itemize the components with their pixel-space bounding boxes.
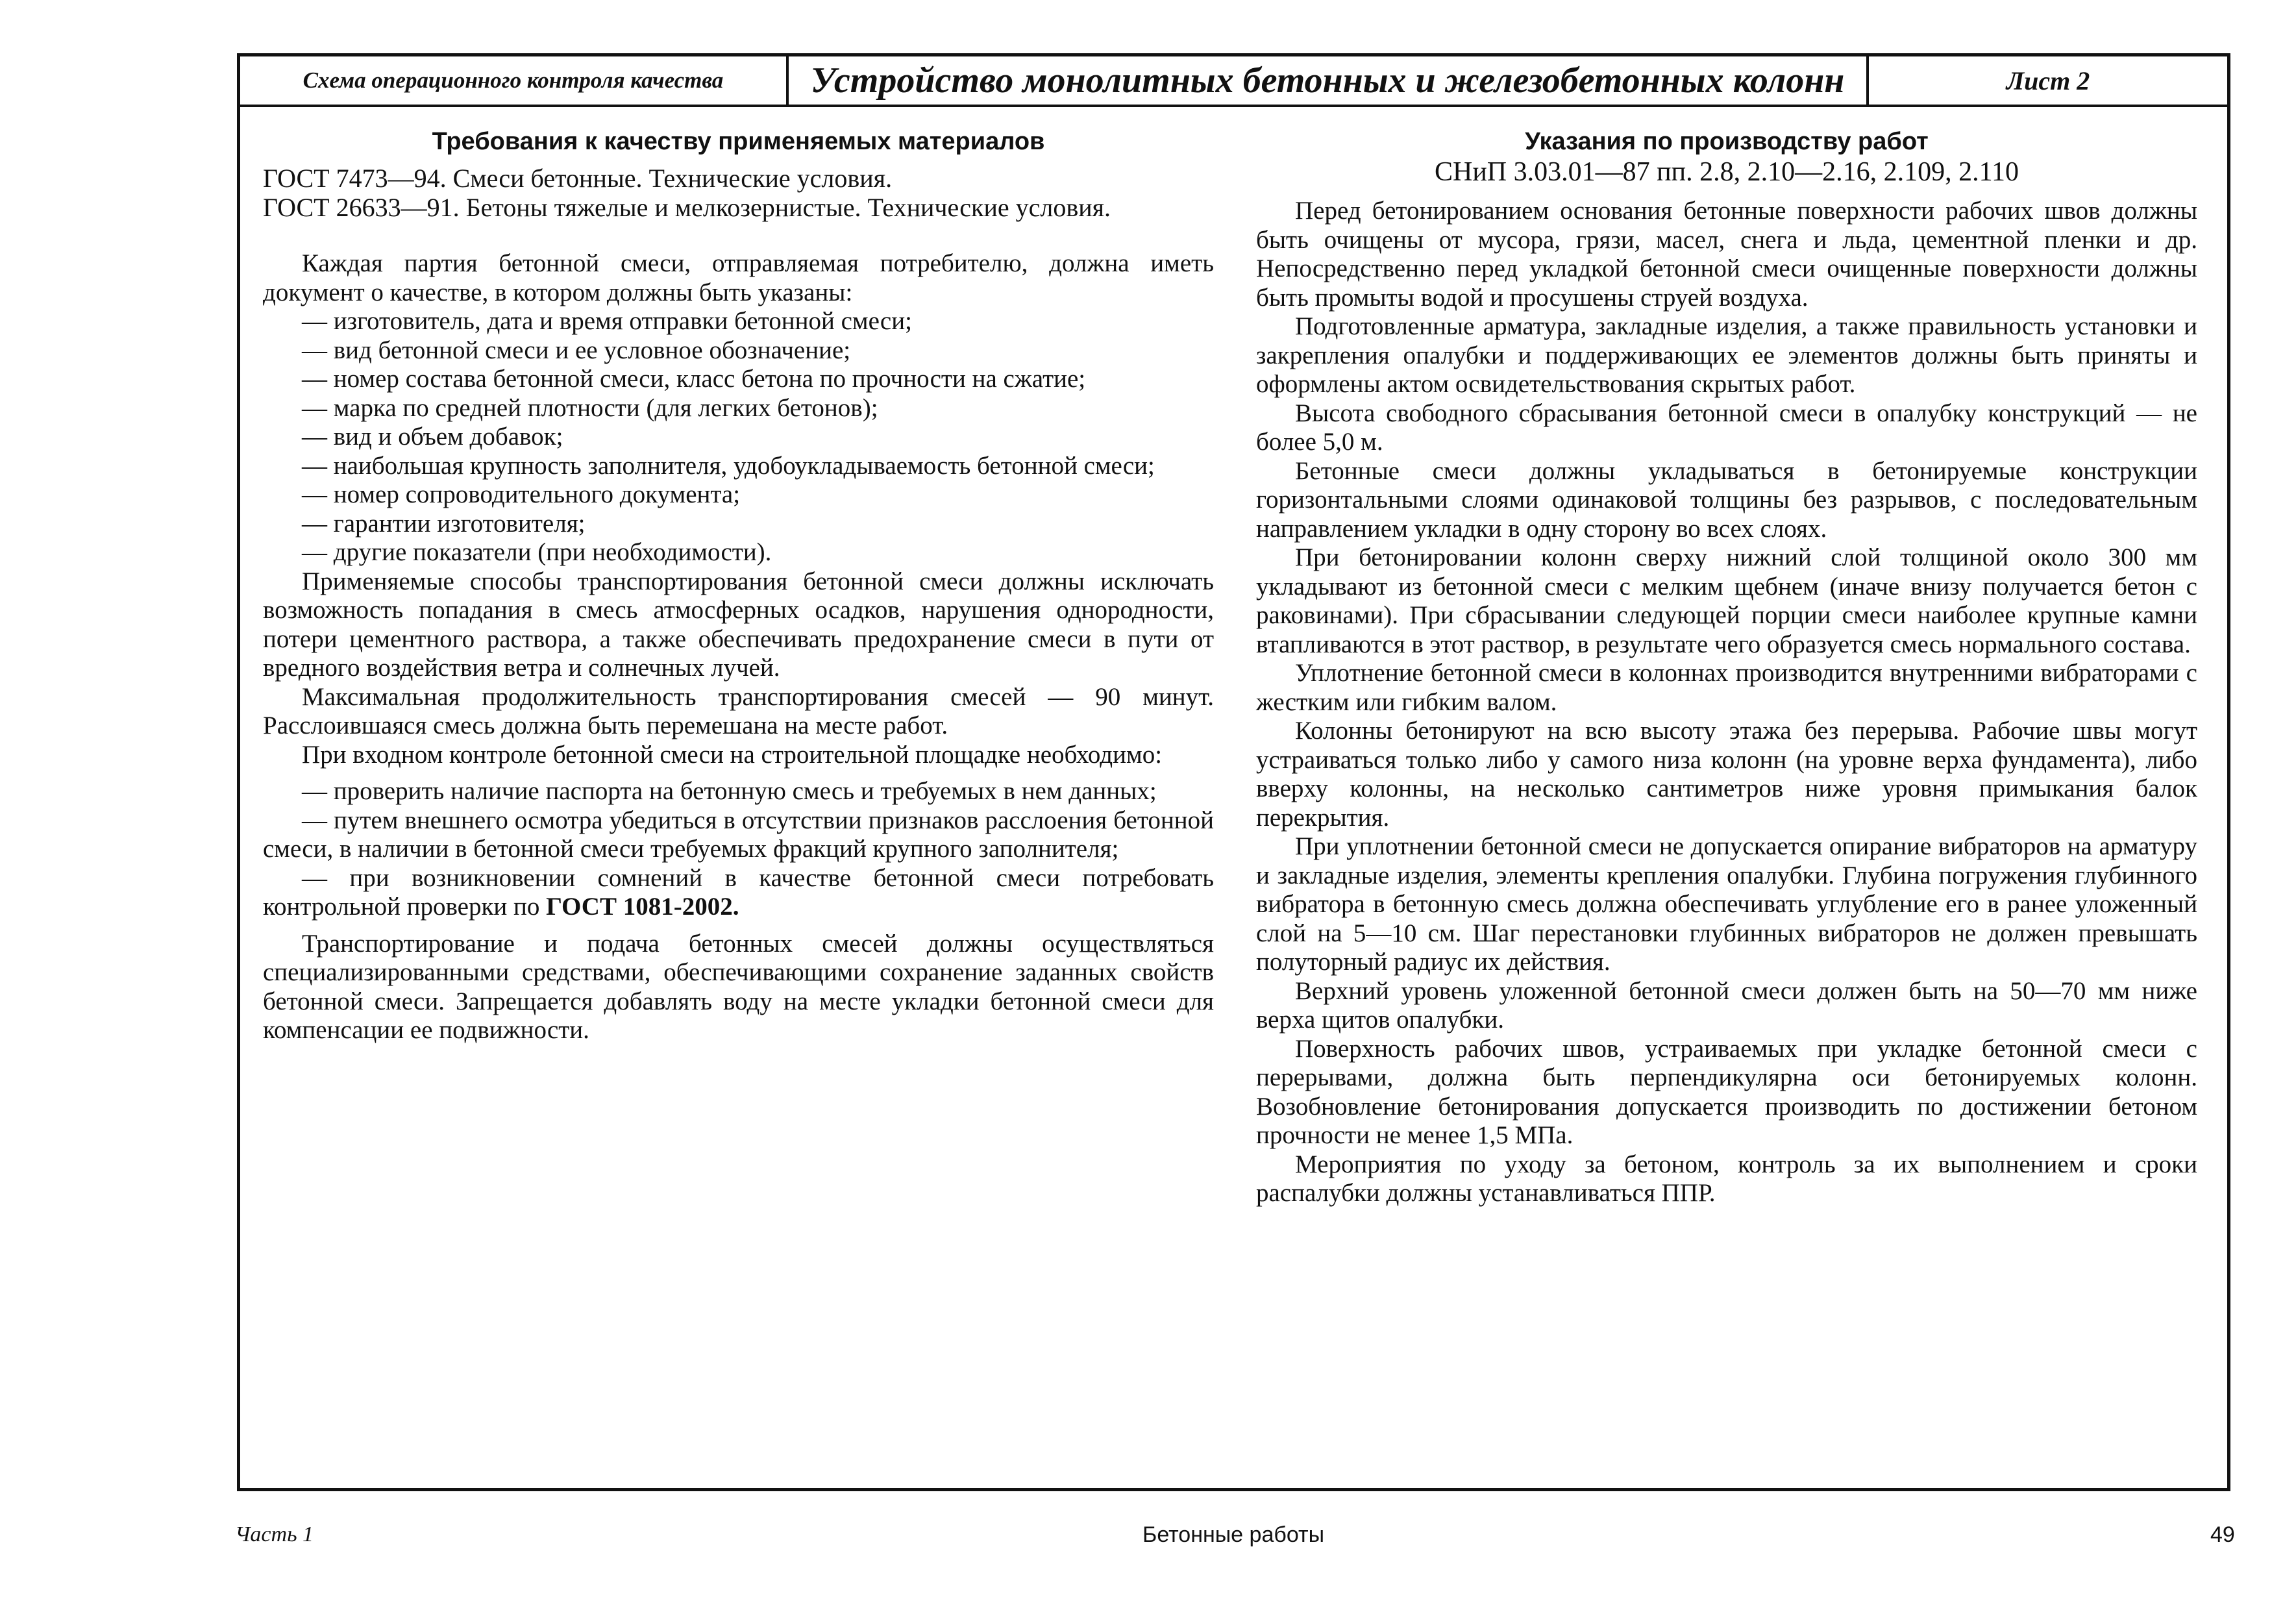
footer-section-name: Бетонные работы xyxy=(1142,1522,1325,1547)
paragraph: Применяемые способы транспортирования бетонной смеси должны исключать возможность попадания в смесь атмосферных осадков, нарушения однородности, потери цементного раствора, а также обеспечивать предохранение смеси в пути от вредного воздействия ветра и солнечных лучей. xyxy=(263,567,1214,682)
instructions-section-title: Указания по производству работ xyxy=(1525,128,1929,155)
paragraph: Каждая партия бетонной смеси, отправляемая потребителю, должна иметь документ о качестве, в котором должны быть указаны: xyxy=(263,249,1214,306)
materials-section-title: Требования к качеству применяемых материалов xyxy=(432,128,1045,155)
page-number: 49 xyxy=(2210,1522,2235,1547)
paragraph: Максимальная продолжительность транспортирования смесей — 90 минут. Расслоившаяся смесь должна быть перемешана на месте работ. xyxy=(263,682,1214,739)
paragraph: Подготовленные арматура, закладные изделия, а также правильность установки и закрепления опалубки и поддерживающих ее элементов должны быть приняты и оформлены актом освидетельствования скрытых работ. xyxy=(1256,312,2197,398)
list-item: — гарантии изготовителя; xyxy=(302,509,586,538)
paragraph: Транспортирование и подача бетонных смесей должны осуществляться специализированными средствами, обеспечивающими сохранение заданных свойств бетонной смеси. Запрещается добавлять воду на месте укладки бетонной смеси для компенсации ее подвижности. xyxy=(263,929,1214,1044)
paragraph: Бетонные смеси должны укладываться в бетонируемые конструкции горизонтальными слоями одинаковой толщины без разрывов, с последовательным направлением укладки в одну сторону во всех слоях. xyxy=(1256,456,2197,543)
list-item: — наибольшая крупность заполнителя, удобоукладываемость бетонной смеси; xyxy=(302,451,1155,480)
paragraph: Мероприятия по уходу за бетоном, контроль за их выполнением и сроки распалубки должны устанавливаться ППР. xyxy=(1256,1150,2197,1207)
paragraph: При бетонировании колонн сверху нижний слой толщиной около 300 мм укладывают из бетонной смеси с мелким щебнем (иначе внизу получается бетон с раковинами). При сбрасывании следующей порции смеси наиболее крупные камни втапливаются в этот раствор, в результате чего образуется смесь нормального состава. xyxy=(1256,543,2197,658)
check-item: — путем внешнего осмотра убедиться в отсутствии признаков расслоения бетонной смеси, в наличии в бетонной смеси требуемых фракций крупного заполнителя; xyxy=(263,806,1214,863)
list-item: — номер сопроводительного документа; xyxy=(302,480,741,508)
check-item-text: — при возникновении сомнений в качестве бетонной смеси потребовать контрольной проверки по xyxy=(263,863,1214,921)
page-frame xyxy=(237,53,2230,1491)
list-item: — другие показатели (при необходимости). xyxy=(302,538,772,566)
snip-reference: СНиП 3.03.01—87 пп. 2.8, 2.10—2.16, 2.109, 2.110 xyxy=(1434,157,2019,187)
gost-reference: ГОСТ 26633—91. Бетоны тяжелые и мелкозернистые. Технические условия. xyxy=(263,192,1111,222)
paragraph: Уплотнение бетонной смеси в колоннах производится внутренними вибраторами с жестким или гибким валом. xyxy=(1256,659,2197,716)
list-item: — вид бетонной смеси и ее условное обозначение; xyxy=(302,336,851,364)
header-document-title: Устройство монолитных бетонных и железобетонных колонн xyxy=(789,56,1869,105)
header-scheme-label: Схема операционного контроля качества xyxy=(240,56,789,105)
paragraph: При уплотнении бетонной смеси не допускается опирание вибраторов на арматуру и закладные изделия, элементы крепления опалубки. Глубина погружения глубинного вибратора в бетонную смесь должна обеспечивать углубление его в ранее уложенный слой на 5—10 см. Шаг перестановки глубинных вибраторов не должен превышать полуторный радиус их действия. xyxy=(1256,832,2197,976)
paragraph: При входном контроле бетонной смеси на строительной площадке необходимо: xyxy=(302,740,1163,769)
check-item: — проверить наличие паспорта на бетонную смесь и требуемых в нем данных; xyxy=(302,777,1157,805)
check-item xyxy=(263,864,1214,922)
materials-requirements-column xyxy=(263,127,1214,1045)
paragraph: Высота свободного сбрасывания бетонной смеси в опалубку конструкций — не более 5,0 м. xyxy=(1256,399,2197,456)
list-item: — номер состава бетонной смеси, класс бетона по прочности на сжатие; xyxy=(302,365,1086,393)
list-item: — вид и объем добавок; xyxy=(302,423,563,451)
gost-reference: ГОСТ 7473—94. Смеси бетонные. Технические условия. xyxy=(263,164,893,193)
work-instructions-column xyxy=(1256,127,2197,1208)
footer-part-label: Часть 1 xyxy=(235,1522,314,1546)
gost-1081-reference: ГОСТ 1081-2002. xyxy=(546,893,739,921)
list-item: — изготовитель, дата и время отправки бетонной смеси; xyxy=(302,307,912,335)
paragraph: Перед бетонированием основания бетонные поверхности рабочих швов должны быть очищены от мусора, грязи, масел, снега и льда, цементной пленки и др. Непосредственно перед укладкой бетонной смеси очищенные поверхности должны быть промыты водой и просушены струей воздуха. xyxy=(1256,197,2197,312)
header-sheet-number: Лист 2 xyxy=(2006,66,2090,95)
paragraph: Верхний уровень уложенной бетонной смеси должен быть на 50—70 мм ниже верха щитов опалубки. xyxy=(1256,976,2197,1034)
paragraph: Колонны бетонируют на всю высоту этажа без перерыва. Рабочие швы могут устраиваться только либо у самого низа колонн (на уровне верха фундамента), либо вверху колонны, на несколько сантиметров ниже уровня примыкания балок перекрытия. xyxy=(1256,717,2197,832)
paragraph: Поверхность рабочих швов, устраиваемых при укладке бетонной смеси с перерывами, должна быть перпендикулярна оси бетонируемых колонн. Возобновление бетонирования допускается производить по достижении бетоном прочности не менее 1,5 МПа. xyxy=(1256,1034,2197,1149)
sheet-header xyxy=(240,56,2227,107)
list-item: — марка по средней плотности (для легких бетонов); xyxy=(302,393,878,422)
